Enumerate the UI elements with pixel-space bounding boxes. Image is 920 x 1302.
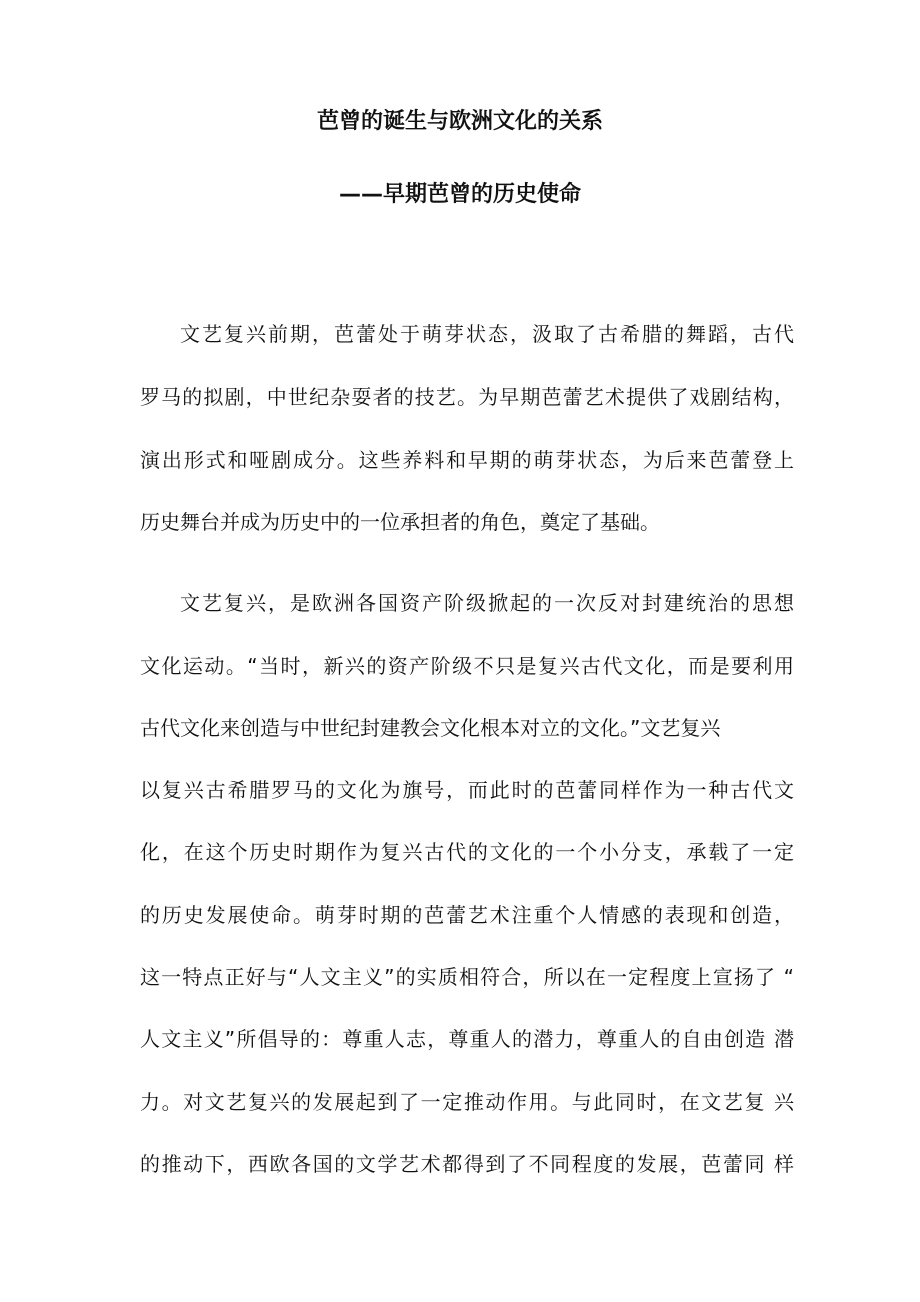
paragraph-line: 文艺复兴前期，芭蕾处于萌芽状态，汲取了古希腊的舞蹈，古代 [180,322,794,346]
paragraph-line: 文艺复兴，是欧洲各国资产阶级掀起的一次反对封建统治的思想 [180,591,794,615]
paragraph-line: 历史舞台并成为历史中的一位承担者的角色，奠定了基础。 [140,510,660,534]
paragraph-line: 力。对文艺复兴的发展起到了一定推动作用。与此同时，在文艺复 兴 [140,1090,794,1114]
paragraph-line: 以复兴古希腊罗马的文化为旗号，而此时的芭蕾同样作为一种古代文 [140,778,794,802]
paragraph-line: 的推动下，西欧各国的文学艺术都得到了不同程度的发展，芭蕾同 样 [140,1152,794,1176]
paragraph-line: 演出形式和哑剧成分。这些养料和早期的萌芽状态，为后来芭蕾登上 [140,448,794,472]
paragraph-line: 古代文化来创造与中世纪封建教会文化根本对立的文化。”文艺复兴 [140,716,721,740]
document-title: 芭曾的诞生与欧洲文化的关系 [316,109,603,134]
paragraph-line: 的历史发展使命。萌芽时期的芭蕾艺术注重个人情感的表现和创造， [140,903,794,927]
paragraph-line: 化，在这个历史时期作为复兴古代的文化的一个小分支，承载了一定 [140,840,794,864]
paragraph-line: 这一特点正好与“人文主义”的实质相符合，所以在一定程度上宣扬了 “ [140,965,794,989]
paragraph-line: 文化运动。“当时，新兴的资产阶级不只是复兴古代文化，而是要利用 [140,654,794,678]
paragraph-line: 罗马的拟剧，中世纪杂耍者的技艺。为早期芭蕾艺术提供了戏剧结构， [140,385,794,409]
paragraph-line: 人文主义”所倡导的：尊重人志，尊重人的潜力，尊重人的自由创造 潜 [140,1027,794,1051]
document-subtitle: ——早期芭曾的历史使命 [338,182,581,207]
